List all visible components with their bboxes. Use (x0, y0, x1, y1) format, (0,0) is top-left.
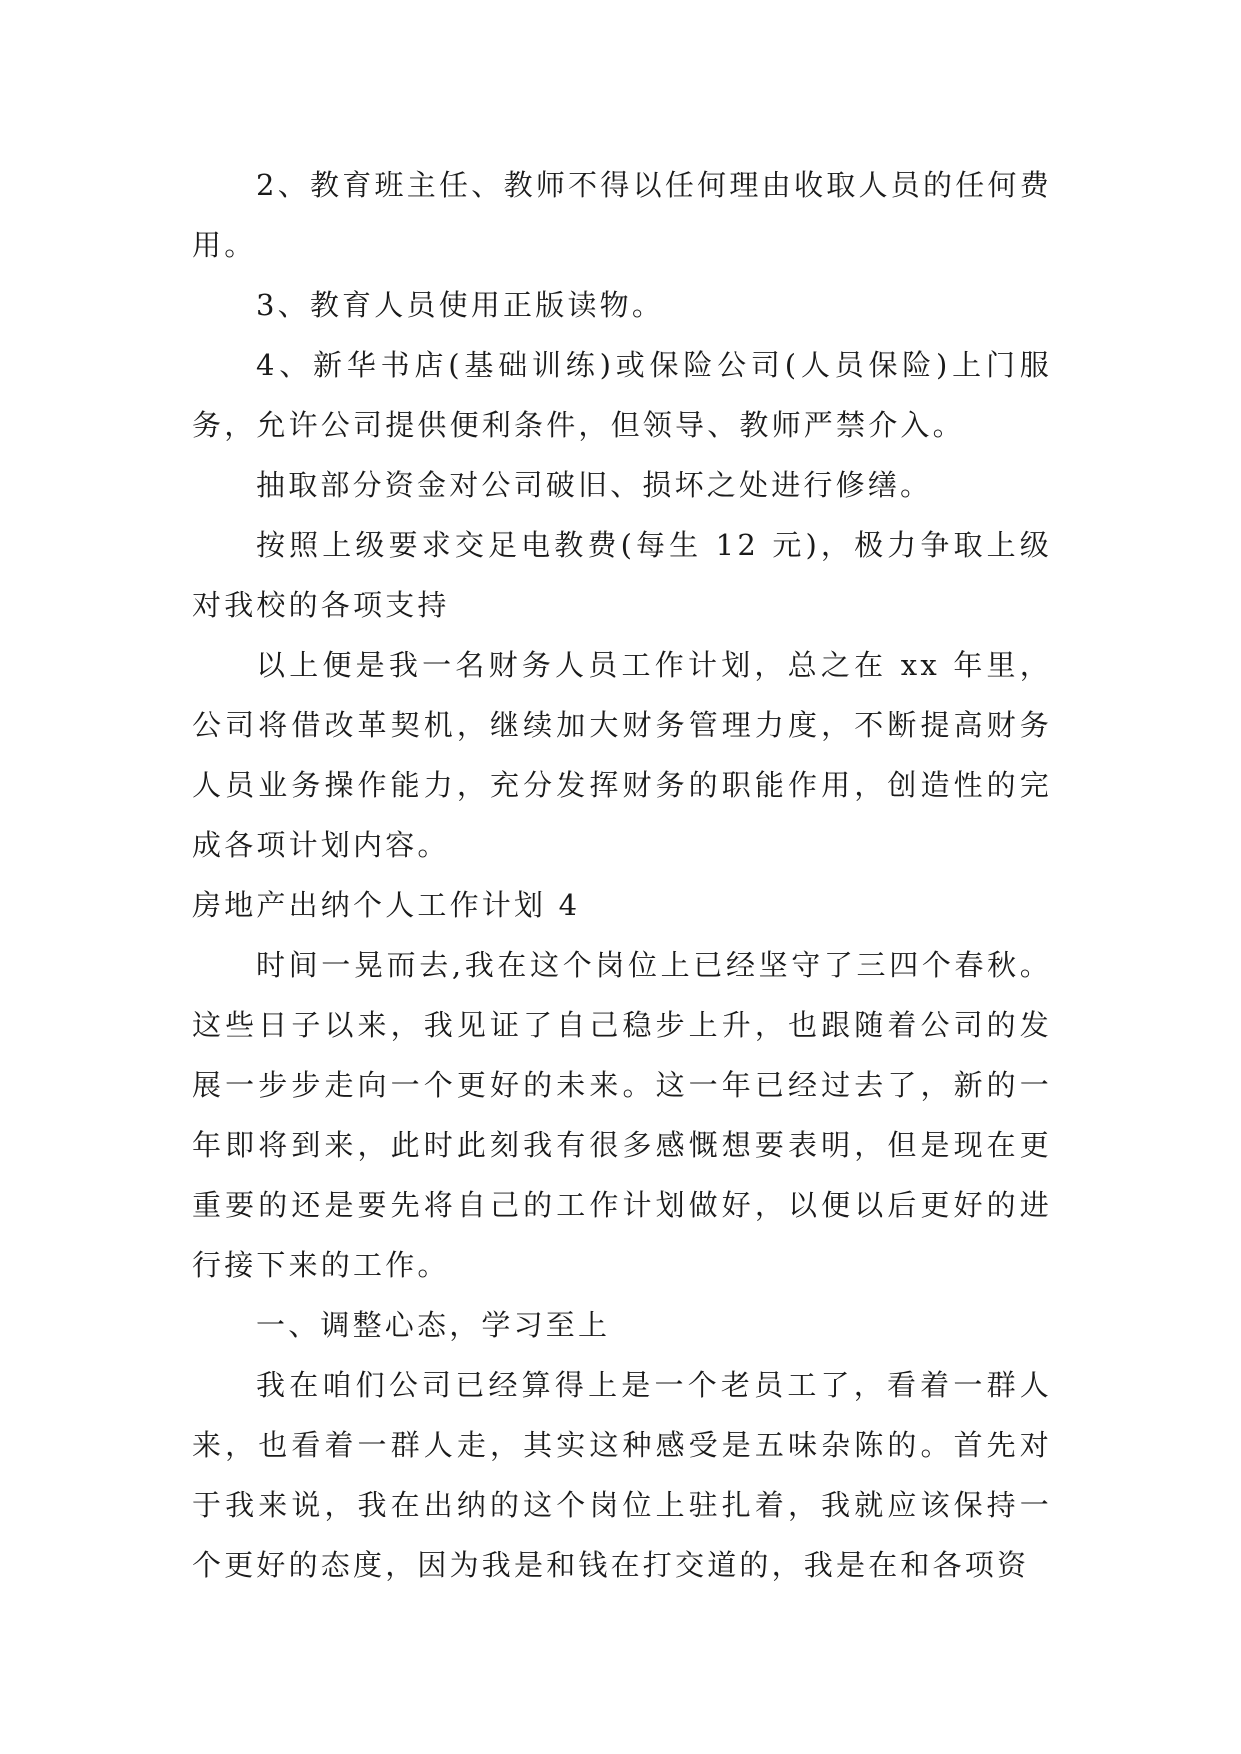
paragraph: 2、教育班主任、教师不得以任何理由收取人员的任何费用。 (192, 168, 1052, 262)
paragraph: 抽取部分资金对公司破旧、损坏之处进行修缮。 (256, 468, 933, 502)
paragraph: 时间一晃而去,我在这个岗位上已经坚守了三四个春秋。这些日子以来，我见证了自己稳步上升，也跟随着公司的发展一步步走向一个更好的未来。这一年已经过去了，新的一年即将到来，此时此刻我有很多感慨想要表明，但是现在更重要的还是要先将自己的工作计划做好，以便以后更好的进行接下来的工作。 (192, 948, 1052, 1282)
paragraph: 按照上级要求交足电教费(每生 12 元)，极力争取上级对我校的各项支持 (192, 528, 1052, 622)
subheading: 一、调整心态，学习至上 (256, 1308, 611, 1342)
section-title: 房地产出纳个人工作计划 4 (192, 888, 581, 922)
paragraph: 4、新华书店(基础训练)或保险公司(人员保险)上门服务，允许公司提供便利条件，但领导、教师严禁介入。 (192, 348, 1052, 442)
paragraph: 3、教育人员使用正版读物。 (256, 288, 665, 322)
document-body (192, 155, 1052, 1595)
paragraph: 我在咱们公司已经算得上是一个老员工了，看着一群人来，也看着一群人走，其实这种感受是五味杂陈的。首先对于我来说，我在出纳的这个岗位上驻扎着，我就应该保持一个更好的态度，因为我是和钱在打交道的，我是在和各项资 (192, 1368, 1052, 1582)
paragraph: 以上便是我一名财务人员工作计划，总之在 xx 年里，公司将借改革契机，继续加大财务管理力度，不断提高财务人员业务操作能力，充分发挥财务的职能作用，创造性的完成各项计划内容。 (192, 648, 1052, 862)
